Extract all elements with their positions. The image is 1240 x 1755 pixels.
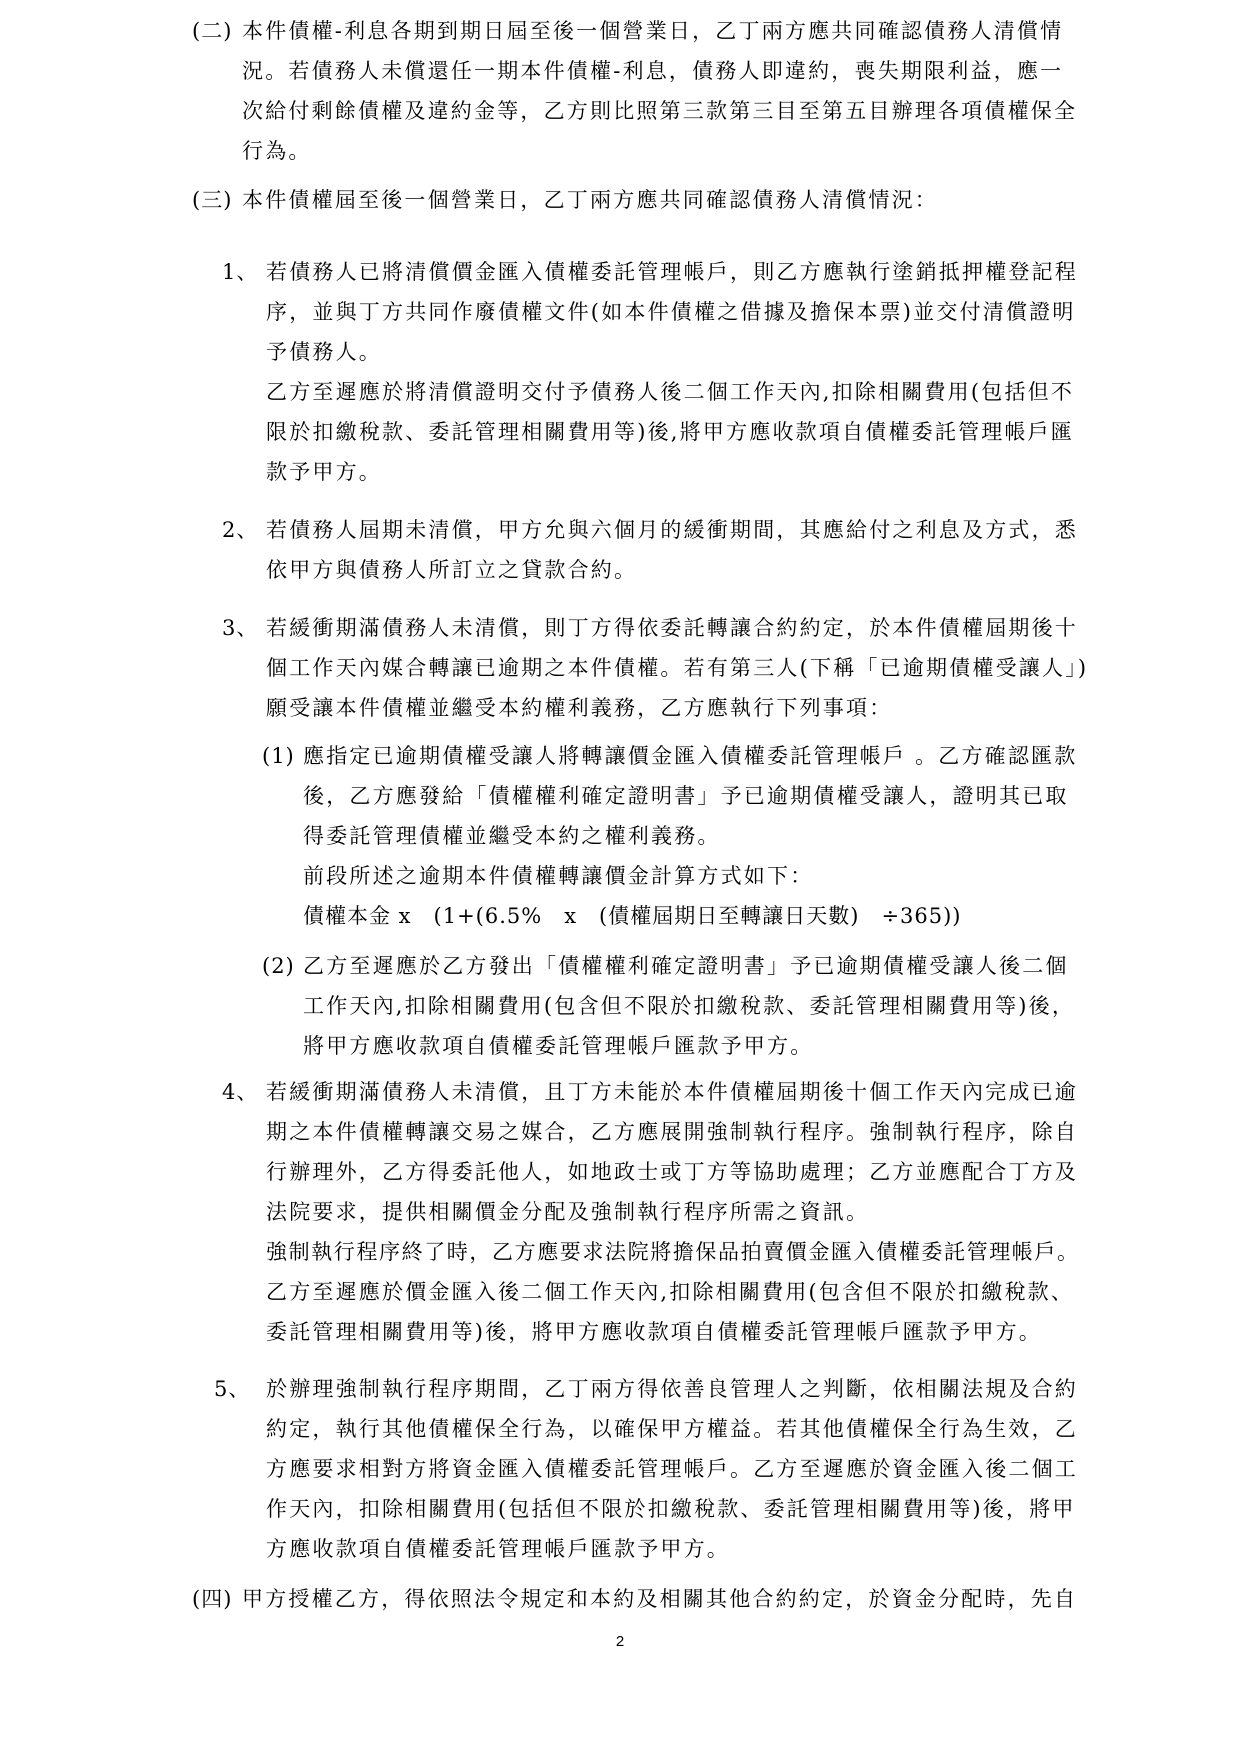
paragraph-line: 將甲方應收款項自債權委託管理帳戶匯款予甲方。 (303, 1034, 814, 1058)
paragraph-line: 期之本件債權轉讓交易之媒合，乙方應展開強制執行程序。強制執行程序，除自 (266, 1120, 1078, 1144)
paragraph-line: 若債務人屆期未清償，甲方允與六個月的緩衝期間，其應給付之利息及方式，悉 (266, 518, 1078, 542)
paragraph-line: 行辦理外，乙方得委託他人，如地政士或丁方等協助處理；乙方並應配合丁方及 (266, 1160, 1078, 1184)
paragraph-line: 若緩衝期滿債務人未清償，則丁方得依委託轉讓合約約定，於本件債權屆期後十 (266, 616, 1078, 640)
paragraph-line: 乙方至遲應於價金匯入後二個工作天內,扣除相關費用(包含但不限於扣繳稅款、 (266, 1280, 1075, 1304)
paragraph-line: 乙方至遲應於將清償證明交付予債務人後二個工作天內,扣除相關費用(包括但不 (266, 380, 1075, 404)
item-marker: 5、 (214, 1377, 251, 1401)
paragraph-line: 方應要求相對方將資金匯入債權委託管理帳戶。乙方至遲應於資金匯入後二個工 (266, 1457, 1078, 1481)
section-marker: (二) (192, 19, 233, 43)
paragraph-line: 應指定已逾期債權受讓人將轉讓價金匯入債權委託管理帳戶 。乙方確認匯款 (303, 744, 1078, 768)
item-marker: 4、 (222, 1080, 259, 1104)
paragraph-line: 況。若債務人未償還任一期本件債權-利息，債務人即違約，喪失期限利益，應一 (242, 59, 1064, 83)
paragraph-line: 序，並與丁方共同作廢債權文件(如本件債權之借據及擔保本票)並交付清償證明 (266, 300, 1076, 324)
paragraph-line: 乙方至遲應於乙方發出「債權權利確定證明書」予已逾期債權受讓人後二個 (303, 954, 1069, 978)
paragraph-line: 本件債權-利息各期到期日屆至後一個營業日，乙丁兩方應共同確認債務人清償情 (242, 19, 1064, 43)
paragraph-line: 願受讓本件債權並繼受本約權利義務，乙方應執行下列事項： (266, 696, 893, 720)
paragraph-line: 若債務人已將清償價金匯入債權委託管理帳戶，則乙方應執行塗銷抵押權登記程 (266, 260, 1078, 284)
paragraph-line: 於辦理強制執行程序期間，乙丁兩方得依善良管理人之判斷，依相關法規及合約 (266, 1377, 1078, 1401)
paragraph-line: 款予甲方。 (266, 460, 382, 484)
paragraph-line: 若緩衝期滿債務人未清償，且丁方未能於本件債權屆期後十個工作天內完成已逾 (266, 1080, 1078, 1104)
item-marker: 3、 (222, 616, 259, 640)
paragraph-line: 後，乙方應發給「債權權利確定證明書」予已逾期債權受讓人，證明其已取 (303, 784, 1069, 808)
paragraph-line: 委託管理相關費用等)後，將甲方應收款項自債權委託管理帳戶匯款予甲方。 (266, 1320, 1042, 1344)
section-marker: (四) (192, 1587, 233, 1611)
paragraph-line: 得委託管理債權並繼受本約之權利義務。 (303, 824, 721, 848)
paragraph-line: 約定，執行其他債權保全行為，以確保甲方權益。若其他債權保全行為生效，乙 (266, 1417, 1078, 1441)
paragraph-line: 作天內，扣除相關費用(包括但不限於扣繳稅款、委託管理相關費用等)後，將甲 (266, 1497, 1076, 1521)
paragraph-line: 甲方授權乙方，得依照法令規定和本約及相關其他合約約定，於資金分配時，先自 (242, 1587, 1078, 1611)
subitem-marker: (1) (262, 744, 295, 768)
paragraph-line: 本件債權屆至後一個營業日，乙丁兩方應共同確認債務人清償情況： (242, 188, 938, 212)
item-marker: 2、 (222, 518, 259, 542)
item-marker: 1、 (222, 260, 259, 284)
paragraph-line: 行為。 (242, 139, 312, 163)
paragraph-line: 限於扣繳稅款、委託管理相關費用等)後,將甲方應收款項自債權委託管理帳戶匯 (266, 420, 1075, 444)
paragraph-line: 予債務人。 (266, 340, 382, 364)
paragraph-line: 前段所述之逾期本件債權轉讓價金計算方式如下： (303, 864, 814, 888)
paragraph-line: 方應收款項自債權委託管理帳戶匯款予甲方。 (266, 1537, 730, 1561)
section-marker: (三) (192, 188, 233, 212)
page-number: 2 (615, 1633, 625, 1650)
paragraph-line: 次給付剩餘債權及違約金等，乙方則比照第三款第三目至第五目辦理各項債權保全 (242, 99, 1078, 123)
paragraph-line: 依甲方與債務人所訂立之貸款合約。 (266, 558, 638, 582)
paragraph-line: 強制執行程序終了時，乙方應要求法院將擔保品拍賣價金匯入債權委託管理帳戶。 (266, 1240, 1080, 1264)
formula-line: 債權本金 x (1+(6.5% x (債權屆期日至轉讓日天數) ÷365)) (303, 904, 962, 928)
paragraph-line: 個工作天內媒合轉讓已逾期之本件債權。若有第三人(下稱「已逾期債權受讓人」) (266, 656, 1089, 680)
paragraph-line: 工作天內,扣除相關費用(包含但不限於扣繳稅款、委託管理相關費用等)後， (303, 994, 1076, 1018)
paragraph-line: 法院要求，提供相關價金分配及強制執行程序所需之資訊。 (266, 1200, 870, 1224)
subitem-marker: (2) (262, 954, 295, 978)
